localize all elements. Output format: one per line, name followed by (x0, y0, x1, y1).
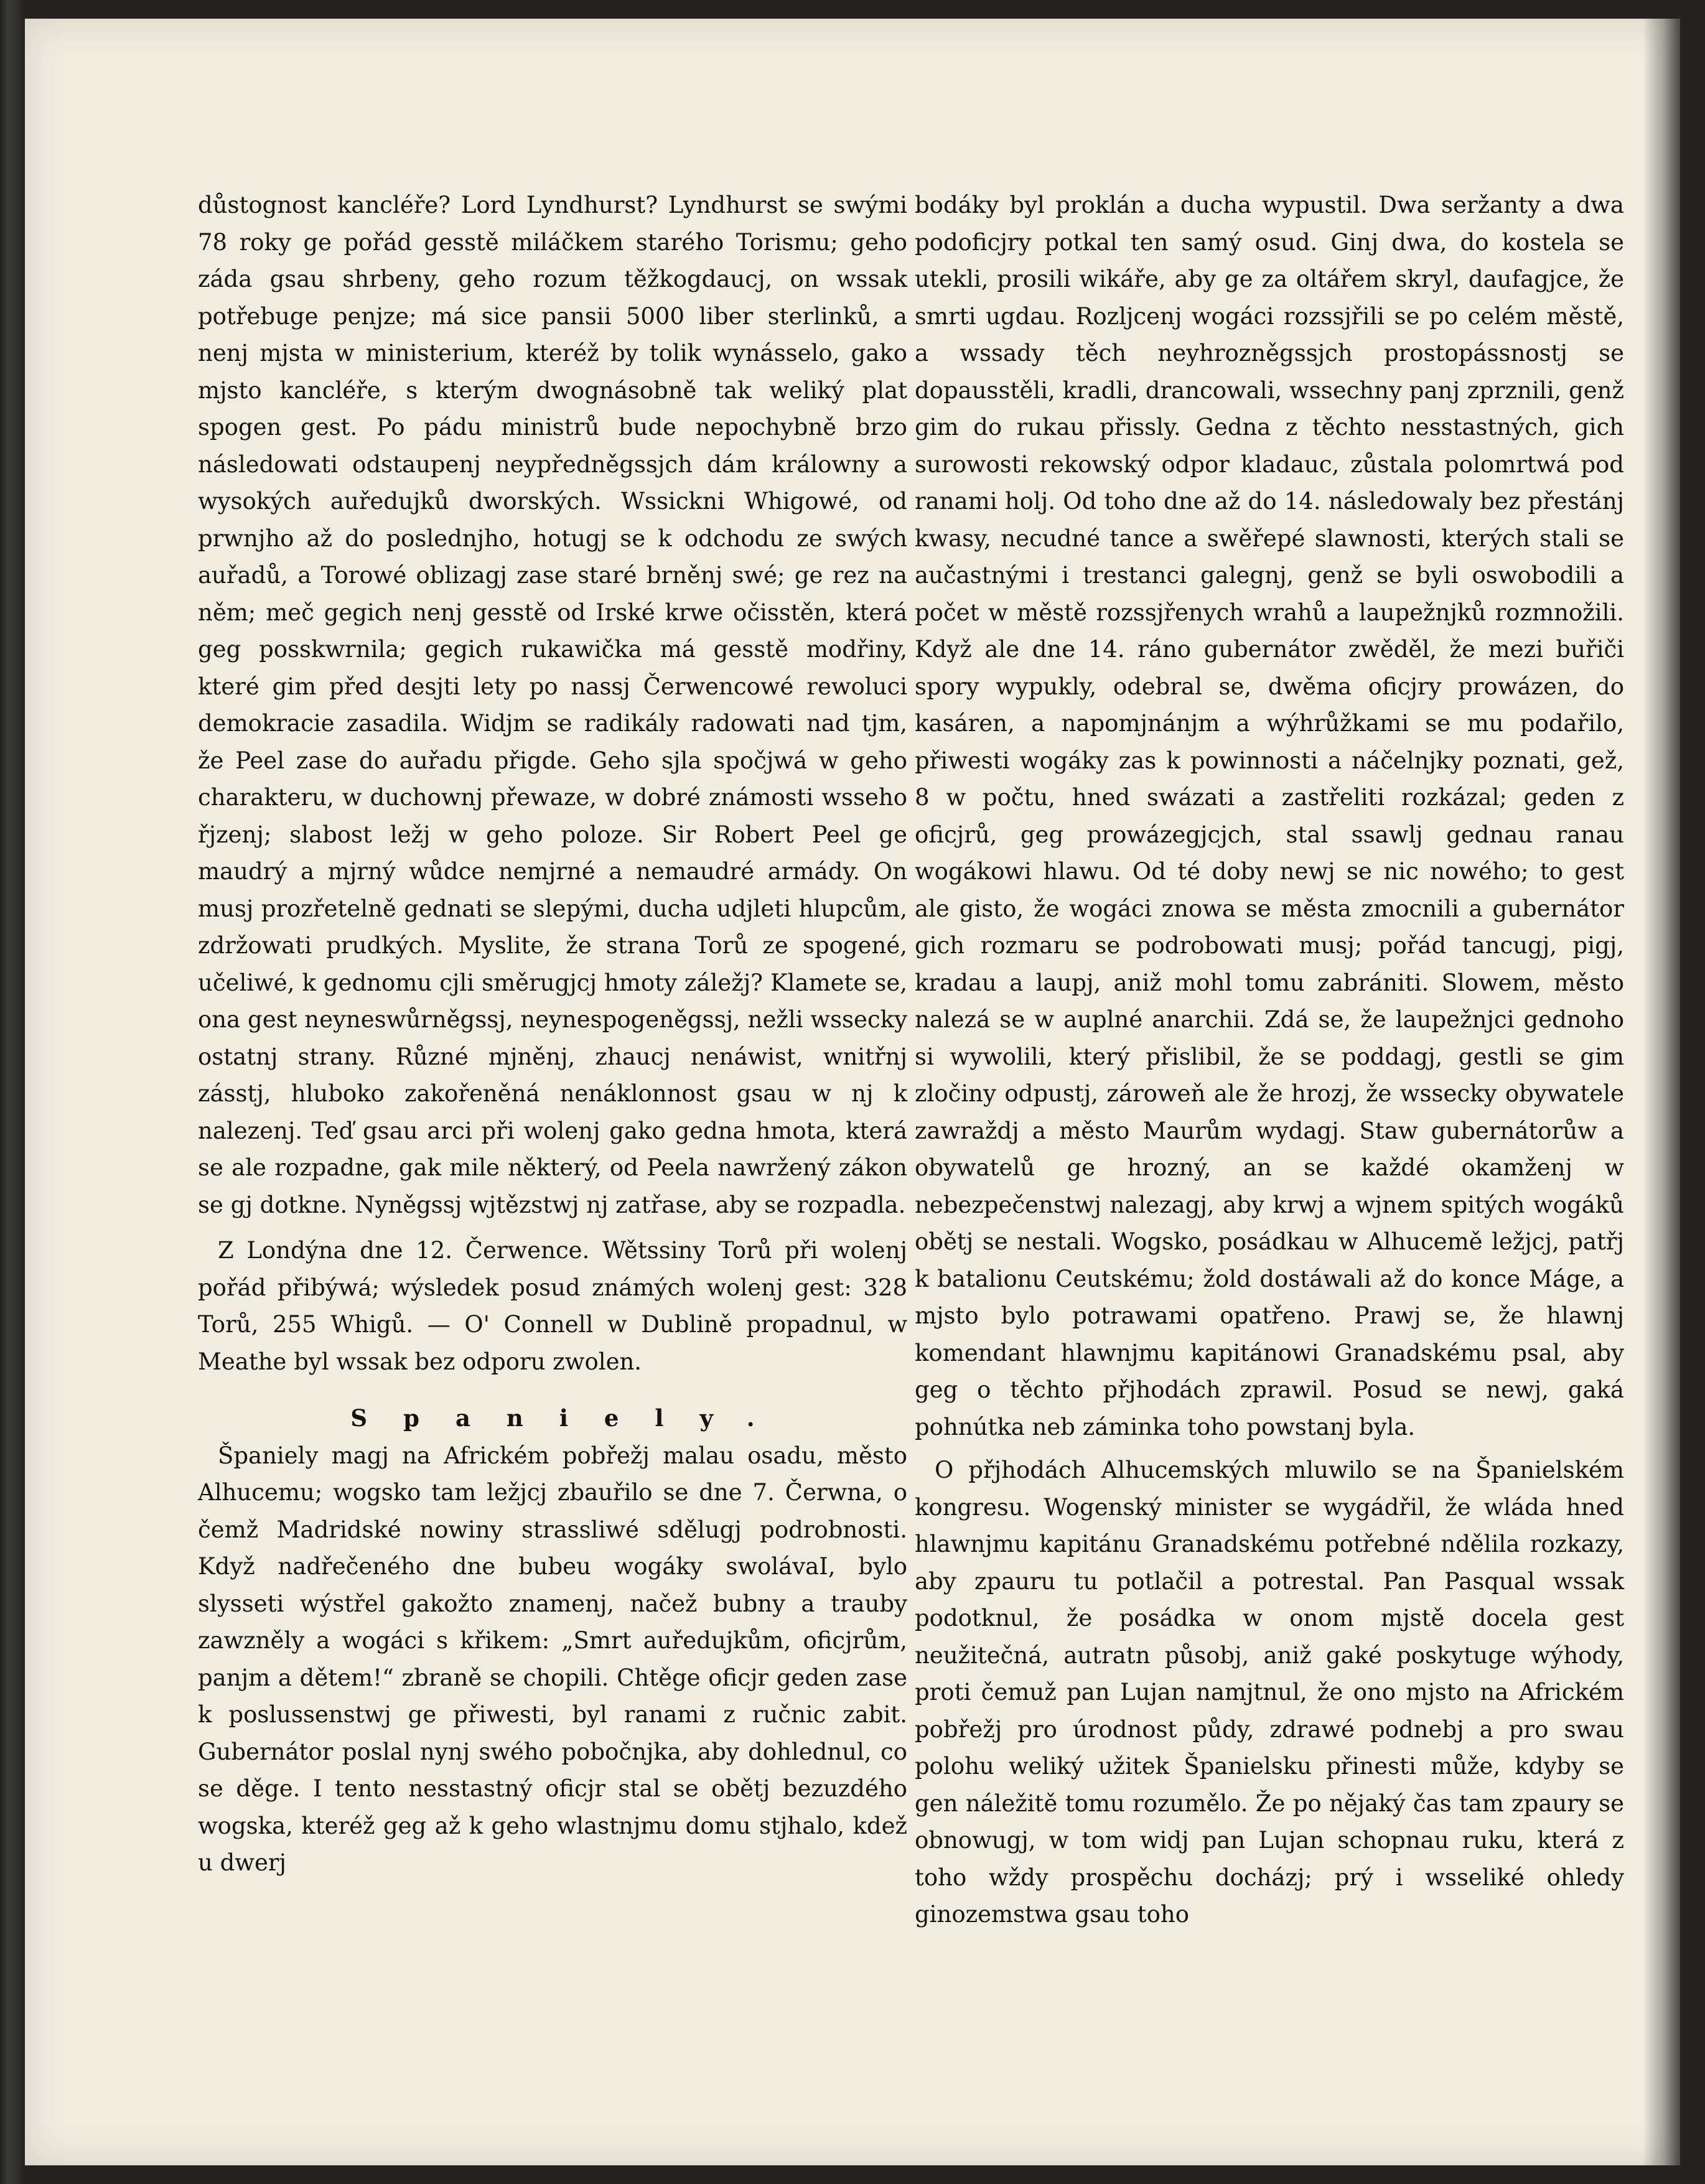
page-binding-shadow (1643, 19, 1680, 2165)
section-heading-spaniely: Spaniely. (350, 1404, 791, 1432)
left-paragraph-spain: Španiely magj na Africkém pobřežj malau osadu, město Alhucemu; wogsko tam ležjcj zbauřilo se dne 7. Čerwna, o čemž Madridské nowiny strassliwé sdělugj podrobnosti. Když nadřečeného dne bubeu wogáky swolávaI, bylo slysseti wýstřel gakožto znamenj, načež bubny a trauby zawzněly a wogáci s křikem: „Smrt auředujkům, oficjrům, panjm a dětem!“ zbraně se chopili. Chtěge oficjr geden zase k poslussenstwj ge přiwesti, byl ranami z ručnic zabit. Gubernátor poslal nynj swého pobočnjka, aby dohlednul, co se děge. I tento nesstastný oficjr stal se obětj bezuzdého wogska, kteréž geg až k geho wlastnjmu domu stjhalo, kdež u dwerj (198, 1442, 907, 1876)
right-paragraph-2: O přjhodách Alhucemských mluwilo se na Španielském kongresu. Wogenský minister se wygádřil, že wláda hned hlawnjmu kapitánu Granadskému potřebné ndělila rozkazy, aby zpauru tu potlačil a potrestal. Pan Pasqual wssak podotknul, že posádka w onom mjstě docela gest neužitečná, autratn působj, aniž gaké poskytuge wýhody, proti čemuž pan Lujan namjtnul, že ono mjsto na Africkém pobřežj pro úrodnost půdy, zdrawé podnebj a pro swau polohu weliký užitek Španielsku přinesti může, kdyby se gen náležitě tomu rozumělo. Že po nějaký čas tam zpaury se obnowugj, w tom widj pan Lujan schopnau ruku, která z toho wždy prospěchu docházj; prý i wsseliké ohledy ginozemstwa gsau toho (915, 1457, 1624, 1928)
left-column (198, 187, 907, 1882)
right-column (915, 187, 1624, 1933)
right-paragraph-1: bodáky byl proklán a ducha wypustil. Dwa seržanty a dwa podoficjry potkal ten samý osud. Ginj dwa, do kostela se utekli, prosili wikáře, aby ge za oltářem skryl, daufagjce, že smrti ugdau. Rozljcenj wogáci rozssjřili se po celém městě, a wssady těch neyhrozněgssjch prostopássnostj se dopausstěli, kradli, drancowali, wssechny panj zprznili, genž gim do rukau přissly. Gedna z těchto nesstastných, gich surowosti rekowský odpor kladauc, zůstala polomrtwá pod ranami holj. Od toho dne až do 14. následowaly bez přestánj kwasy, necudné tance a swěřepé slawnosti, kterých stali se aučastnými i trestanci galegnj, genž se byli oswobodili a počet w městě rozssjřenych wrahů a laupežnjků rozmnožili. Když ale dne 14. ráno gubernátor zwěděl, že mezi buřiči spory wypukly, odebral se, dwěma oficjry prowázen, do kasáren, a napomjnánjm a wýhrůžkami se mu podařilo, přiwesti wogáky zas k powinnosti a náčelnjky poznati, gež, 8 w počtu, hned swázati a zastřeliti rozkázal; geden z oficjrů, geg prowázegjcjch, stal ssawlj gednau ranau wogákowi hlawu. Od té doby newj se nic nowého; to gest ale gisto, že wogáci znowa se města zmocnili a gubernátor gich rozmaru se podrobowati musj; pořád tancugj, pigj, kradau a laupj, aniž mohl tomu zabrániti. Slowem, město nalezá se w auplné anarchii. Zdá se, že laupežnjci gednoho si wywolili, který přislibil, že se poddagj, gestli se gim zločiny odpustj, zároweň ale že hrozj, že wssecky obywatele zawraždj a město Maurům wydagj. Staw gubernátorůw a obywatelů ge hrozný, an se každé okamženj w nebezpečenstwj nalezagj, aby krwj a wjnem spitých wogáků obětj se nestali. Wogsko, posádkau w Alhucemě ležjcj, patřj k batalionu Ceutskému; žold dostáwali až do konce Máge, a mjsto bylo potrawami opatřeno. Prawj se, že hlawnj komendant hlawnjmu kapitánowi Granadskému psal, aby geg o těchto přjhodách zprawil. Posud se newj, gaká pohnútka neb záminka toho powstanj byla. (915, 192, 1624, 1440)
left-paragraph-london: Z Londýna dne 12. Čerwence. Wětssiny Torů při wolenj pořád přibýwá; wýsledek posud známých wolenj gest: 328 Torů, 255 Whigů. — O' Connell w Dublině propadnul, w Meathe byl wssak bez odporu zwolen. (198, 1237, 907, 1375)
left-paragraph-1: důstognost kancléře? Lord Lyndhurst? Lyndhurst se swými 78 roky ge pořád gesstě miláčkem starého Torismu; geho záda gsau shrbeny, geho rozum těžkogdaucj, on wssak potřebuge penjze; má sice pansii 5000 liber sterlinků, a nenj mjsta w ministerium, kteréž by tolik wynásselo, gako mjsto kancléře, s kterým dwognásobně tak weliký plat spogen gest. Po pádu ministrů bude nepochybně brzo následowati odstaupenj neypředněgssjch dám králowny a wysokých auředujků dworských. Wssickni Whigowé, od prwnjho až do poslednjho, hotugj se k odchodu ze swých auřadů, a Torowé oblizagj zase staré brněnj swé; ge rez na něm; meč gegich nenj gesstě od Irské krwe očisstěn, která geg posskwrnila; gegich rukawička má gesstě modřiny, které gim před desjti lety po nassj Čerwencowé rewoluci demokracie zasadila. Widjm se radikály radowati nad tjm, že Peel zase do auřadu přigde. Geho sjla spočjwá w geho charakteru, w duchownj přewaze, w dobré známosti wsseho řjzenj; slabost ležj w geho poloze. Sir Robert Peel ge maudrý a mjrný wůdce nemjrné a nemaudré armády. On musj prozřetelně gednati se slepými, ducha udjleti hlupcům, zdržowati prudkých. Myslite, že strana Torů ze spogené, učeliwé, k gednomu cjli směrugjcj hmoty záležj? Klamete se, ona gest neyneswůrněgssj, neynespogeněgssj, nežli wssecky ostatnj strany. Různé mjněnj, zhaucj nenáwist, wnitřnj zásstj, hluboko zakořeněná nenáklonnost gsau w nj k nalezenj. Teď gsau arci při wolenj gako gedna hmota, která se ale rozpadne, gak mile některý, od Peela nawržený zákon se gj dotkne. Nyněgssj wjtězstwj nj zatřase, aby se rozpadla. (198, 192, 907, 1218)
